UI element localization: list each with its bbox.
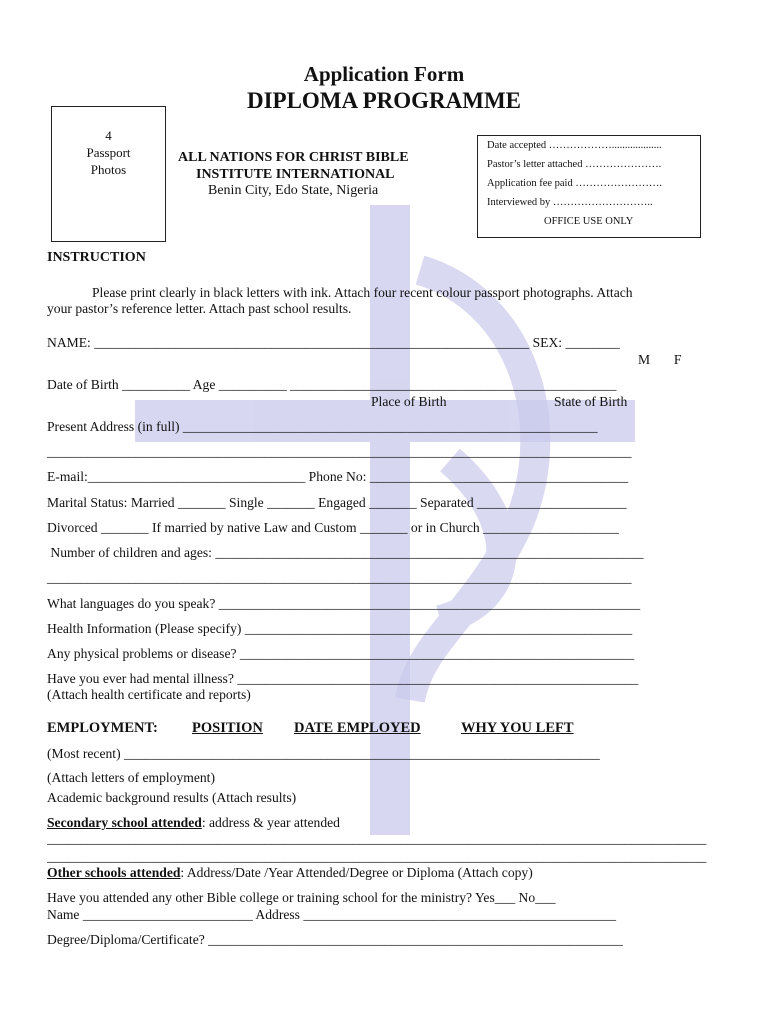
passport-photo-box bbox=[51, 106, 166, 242]
other-schools-label: Other schools attended bbox=[47, 865, 181, 880]
attach-health-note: (Attach health certificate and reports) bbox=[47, 687, 251, 702]
instruction-heading: INSTRUCTION bbox=[47, 250, 146, 265]
children-field[interactable]: Number of children and ages: _______________________________________________________________ bbox=[47, 545, 644, 560]
form-title: Application Form bbox=[303, 62, 465, 86]
secondary-school-line-1[interactable]: _________________________________________________________________________________________________ bbox=[47, 831, 707, 846]
most-recent-employment-field[interactable]: (Most recent) ______________________________________________________________________ bbox=[47, 746, 600, 761]
pastor-letter-field[interactable]: Pastor’s letter attached …………………. bbox=[487, 159, 662, 170]
date-accepted-field[interactable]: Date accepted ………………................... bbox=[487, 140, 662, 151]
other-schools-note: : Address/Date /Year Attended/Degree or Diploma (Attach copy) bbox=[180, 865, 533, 880]
office-use-box bbox=[477, 135, 701, 238]
degree-diploma-field[interactable]: Degree/Diploma/Certificate? _____________________________________________________________ bbox=[47, 932, 623, 947]
secondary-school-heading bbox=[47, 815, 340, 831]
email-phone-field[interactable]: E-mail:________________________________ Phone No: ______________________________________ bbox=[47, 469, 629, 484]
mental-illness-field[interactable]: Have you ever had mental illness? ___________________________________________________________ bbox=[47, 671, 639, 686]
present-address-field[interactable]: Present Address (in full) _____________________________________________________________ bbox=[47, 419, 598, 434]
languages-field[interactable]: What languages do you speak? ______________________________________________________________ bbox=[47, 596, 641, 611]
sex-options[interactable]: M F bbox=[638, 352, 682, 367]
health-info-field[interactable]: Health Information (Please specify) _________________________________________________________ bbox=[47, 621, 633, 636]
institution-name-2: INSTITUTE INTERNATIONAL bbox=[196, 167, 395, 182]
instruction-text-2: your pastor’s reference letter. Attach past school results. bbox=[47, 301, 352, 316]
other-schools-heading bbox=[47, 865, 533, 881]
institution-name: ALL NATIONS FOR CHRIST BIBLE bbox=[178, 150, 409, 165]
attach-employment-note: (Attach letters of employment) bbox=[47, 770, 215, 785]
secondary-school-line-2[interactable]: _________________________________________________________________________________________________ bbox=[47, 849, 707, 864]
secondary-school-note: : address & year attended bbox=[201, 815, 340, 830]
present-address-line-2[interactable]: ______________________________________________________________________________________ bbox=[47, 444, 632, 459]
photo-box-label-2: Photos bbox=[90, 162, 127, 177]
children-field-line-2[interactable]: ______________________________________________________________________________________ bbox=[47, 570, 632, 585]
state-of-birth-label: State of Birth bbox=[554, 394, 628, 409]
why-left-column-header: WHY YOU LEFT bbox=[461, 720, 574, 736]
marital-status-field[interactable]: Marital Status: Married _______ Single _______ Engaged _______ Separated ______________________ bbox=[47, 495, 627, 510]
date-employed-column-header: DATE EMPLOYED bbox=[294, 720, 421, 736]
instruction-text-1: Please print clearly in black letters with ink. Attach four recent colour passport photographs. Attach bbox=[92, 285, 633, 300]
position-column-header: POSITION bbox=[192, 720, 263, 736]
name-address-field[interactable]: Name _________________________ Address ______________________________________________ bbox=[47, 907, 617, 922]
institution-location: Benin City, Edo State, Nigeria bbox=[208, 183, 379, 198]
photo-box-count: 4 bbox=[105, 128, 112, 143]
office-use-label: OFFICE USE ONLY bbox=[544, 216, 634, 227]
name-sex-field[interactable]: NAME: ________________________________________________________________ SEX: ________ bbox=[47, 335, 620, 350]
secondary-school-label: Secondary school attended bbox=[47, 815, 202, 830]
place-of-birth-label: Place of Birth bbox=[371, 394, 447, 409]
application-fee-field[interactable]: Application fee paid ……………………. bbox=[487, 178, 662, 189]
photo-box-label: Passport bbox=[86, 145, 131, 160]
dob-age-birthplace-field[interactable]: Date of Birth __________ Age __________ ________________________________________________ bbox=[47, 377, 617, 392]
physical-problems-field[interactable]: Any physical problems or disease? __________________________________________________________ bbox=[47, 646, 635, 661]
academic-background-note: Academic background results (Attach results) bbox=[47, 790, 297, 805]
divorced-marriage-type-field[interactable]: Divorced _______ If married by native Law and Custom _______ or in Church ____________________ bbox=[47, 520, 619, 535]
form-subtitle: DIPLOMA PROGRAMME bbox=[246, 88, 522, 113]
employment-label: EMPLOYMENT: bbox=[47, 720, 158, 736]
interviewed-by-field[interactable]: Interviewed by ……………………….. bbox=[487, 197, 653, 208]
bible-college-question[interactable]: Have you attended any other Bible college or training school for the ministry? Yes___ No___ bbox=[47, 890, 556, 905]
